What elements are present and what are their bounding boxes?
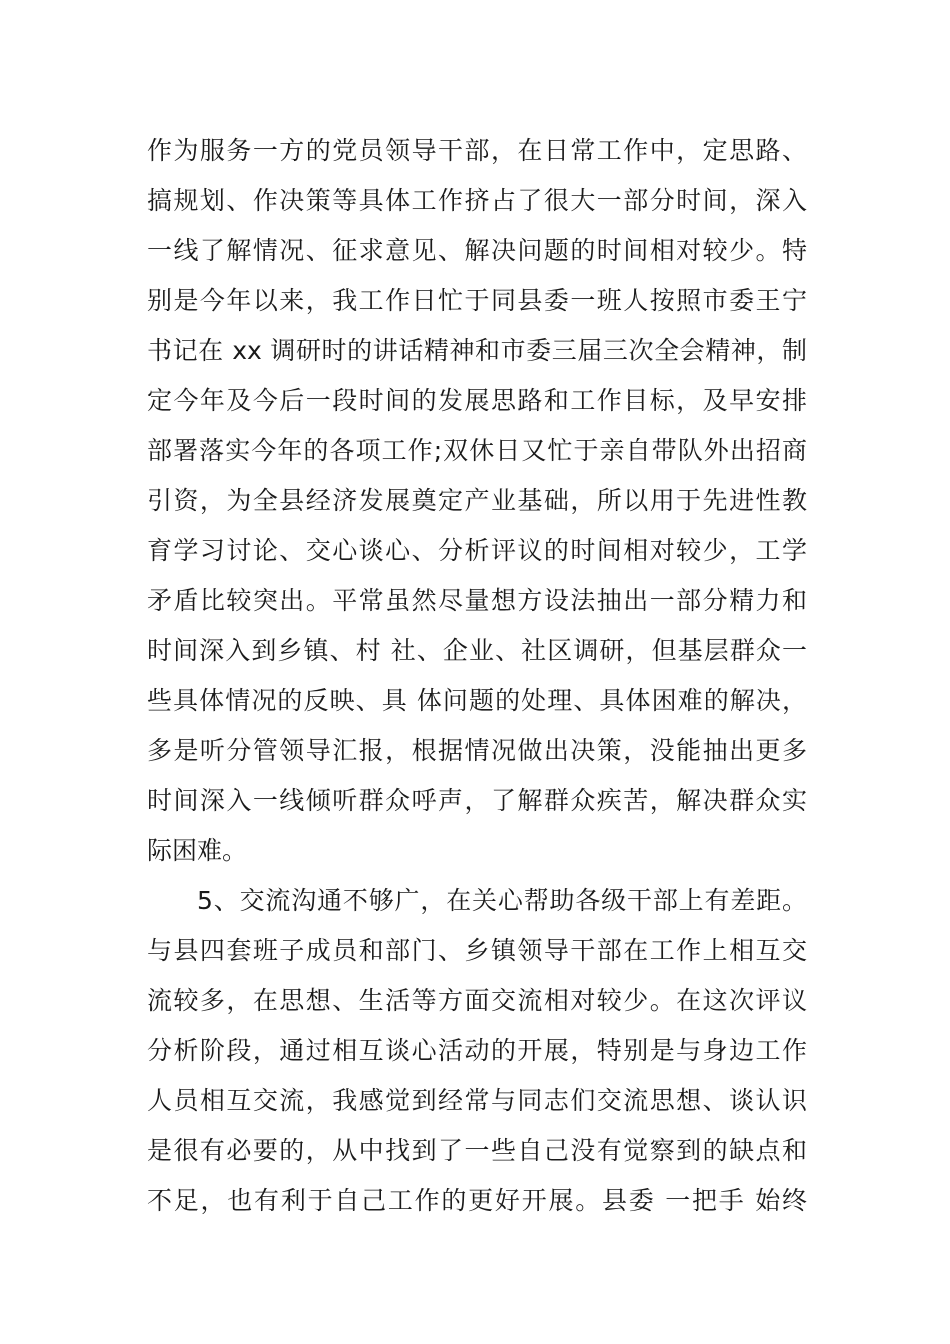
text-line: 分析阶段，通过相互谈心活动的开展，特别是与身边工作: [147, 1036, 807, 1065]
text-line: 搞规划、作决策等具体工作挤占了很大一部分时间，深入: [147, 186, 807, 215]
text-line: 5、交流沟通不够广，在关心帮助各级干部上有差距。: [197, 886, 807, 915]
text-line: 多是听分管领导汇报，根据情况做出决策，没能抽出更多: [147, 736, 807, 765]
text-line: 一线了解情况、征求意见、解决问题的时间相对较少。特: [147, 236, 807, 265]
text-line: 作为服务一方的党员领导干部，在日常工作中，定思路、: [147, 136, 807, 165]
text-line: 定今年及今后一段时间的发展思路和工作目标，及早安排: [147, 386, 807, 415]
text-line: 时间深入到乡镇、村 社、企业、社区调研，但基层群众一: [147, 636, 807, 665]
text-line: 与县四套班子成员和部门、乡镇领导干部在工作上相互交: [147, 936, 807, 965]
text-line: 不足，也有利于自己工作的更好开展。县委 一把手 始终: [147, 1186, 807, 1215]
text-line: 是很有必要的，从中找到了一些自己没有觉察到的缺点和: [147, 1136, 807, 1165]
text-line: 部署落实今年的各项工作;双休日又忙于亲自带队外出招商: [147, 436, 807, 465]
text-line: 别是今年以来，我工作日忙于同县委一班人按照市委王宁: [147, 286, 807, 315]
text-line: 流较多，在思想、生活等方面交流相对较少。在这次评议: [147, 986, 807, 1015]
text-line: 时间深入一线倾听群众呼声，了解群众疾苦，解决群众实: [147, 786, 807, 815]
text-line: 些具体情况的反映、具 体问题的处理、具体困难的解决，: [147, 686, 807, 715]
text-line: 书记在 xx 调研时的讲话精神和市委三届三次全会精神，制: [147, 336, 807, 365]
text-line: 矛盾比较突出。平常虽然尽量想方设法抽出一部分精力和: [147, 586, 807, 615]
text-line: 育学习讨论、交心谈心、分析评议的时间相对较少，工学: [147, 536, 807, 565]
text-line: 人员相互交流，我感觉到经常与同志们交流思想、谈认识: [147, 1086, 807, 1115]
text-line: 引资，为全县经济发展奠定产业基础，所以用于先进性教: [147, 486, 807, 515]
text-line: 际困难。: [147, 836, 248, 865]
